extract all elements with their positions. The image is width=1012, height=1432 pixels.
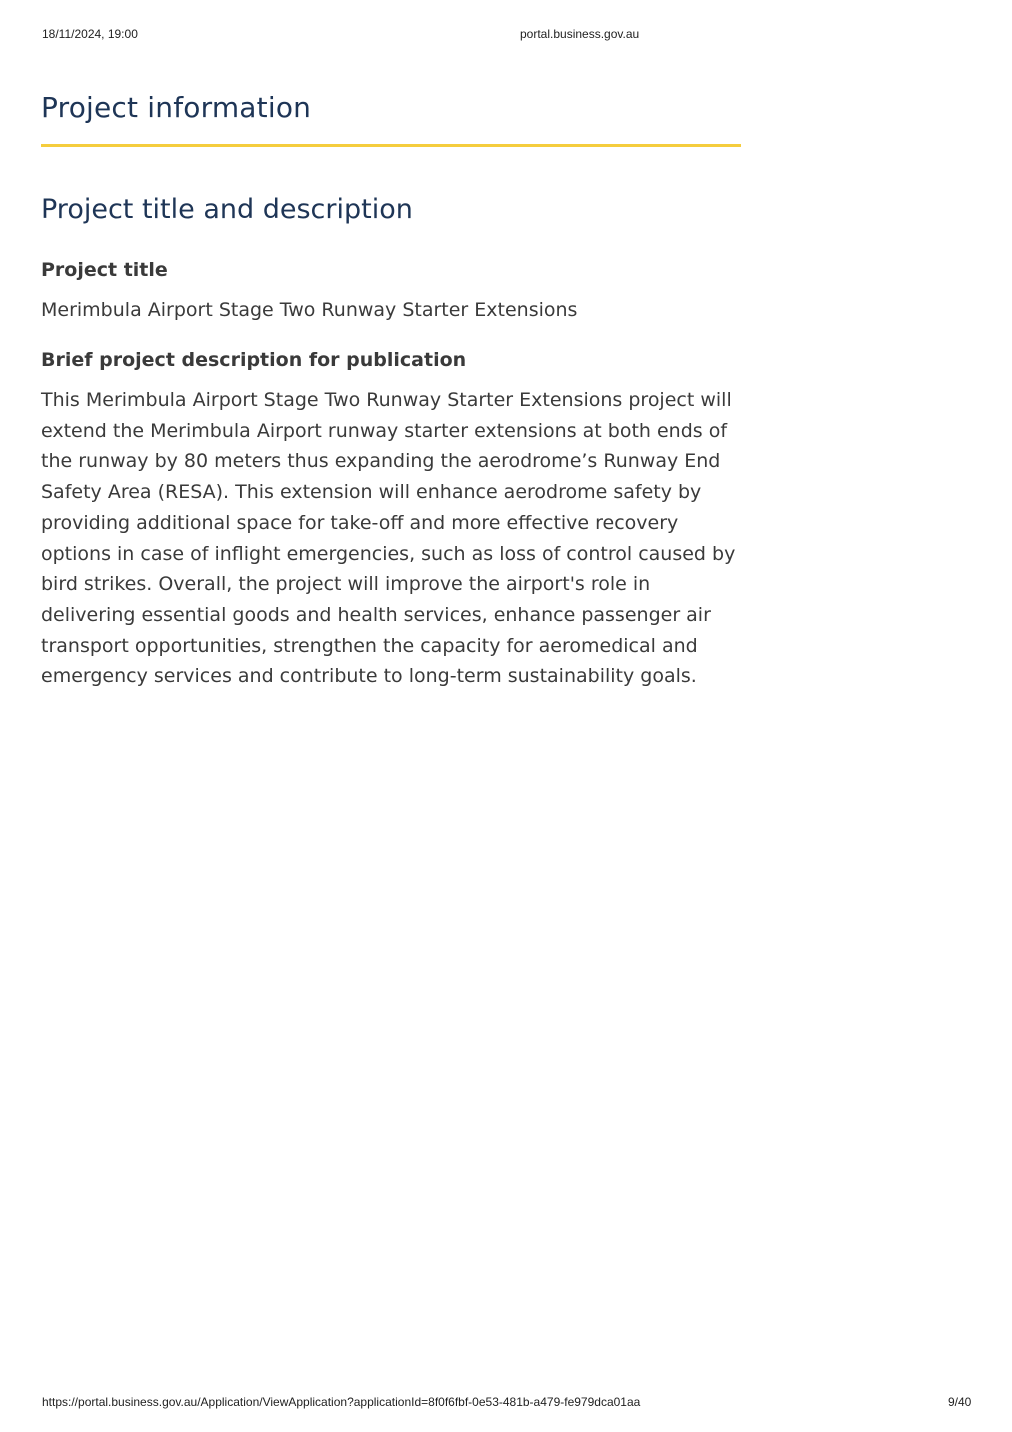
print-url[interactable]: https://portal.business.gov.au/Application/ViewApplication?applicationId=8f0f6fbf-0e53-481b-a479-fe979dca01aa <box>42 1395 641 1409</box>
section-title: Project information <box>41 91 312 124</box>
print-footer <box>0 1395 1012 1411</box>
print-header <box>0 27 1012 43</box>
project-title-value: Merimbula Airport Stage Two Runway Starter Extensions <box>41 299 578 321</box>
section-divider <box>41 144 741 147</box>
description-value: This Merimbula Airport Stage Two Runway Starter Extensions project will extend the Merimbula Airport runway starter extensions at both ends of the runway by 80 meters thus expanding the aerodrome’s Runway End Safety Area (RESA). This extension will enhance aerodrome safety by providing additional space for take-off and more effective recovery options in case of inflight emergencies, such as loss of control caused by bird strikes. Overall, the project will improve the airport's role in delivering essential goods and health services, enhance passenger air transport opportunities, strengthen the capacity for aeromedical and emergency services and contribute to long-term sustainability goals. <box>41 389 736 688</box>
description-label: Brief project description for publication <box>41 349 467 371</box>
print-site: portal.business.gov.au <box>520 27 640 41</box>
subsection-title: Project title and description <box>41 194 413 225</box>
document-content <box>41 86 741 692</box>
print-date: 18/11/2024, 19:00 <box>42 27 138 41</box>
page-number: 9/40 <box>948 1395 972 1409</box>
project-title-label: Project title <box>41 259 168 281</box>
